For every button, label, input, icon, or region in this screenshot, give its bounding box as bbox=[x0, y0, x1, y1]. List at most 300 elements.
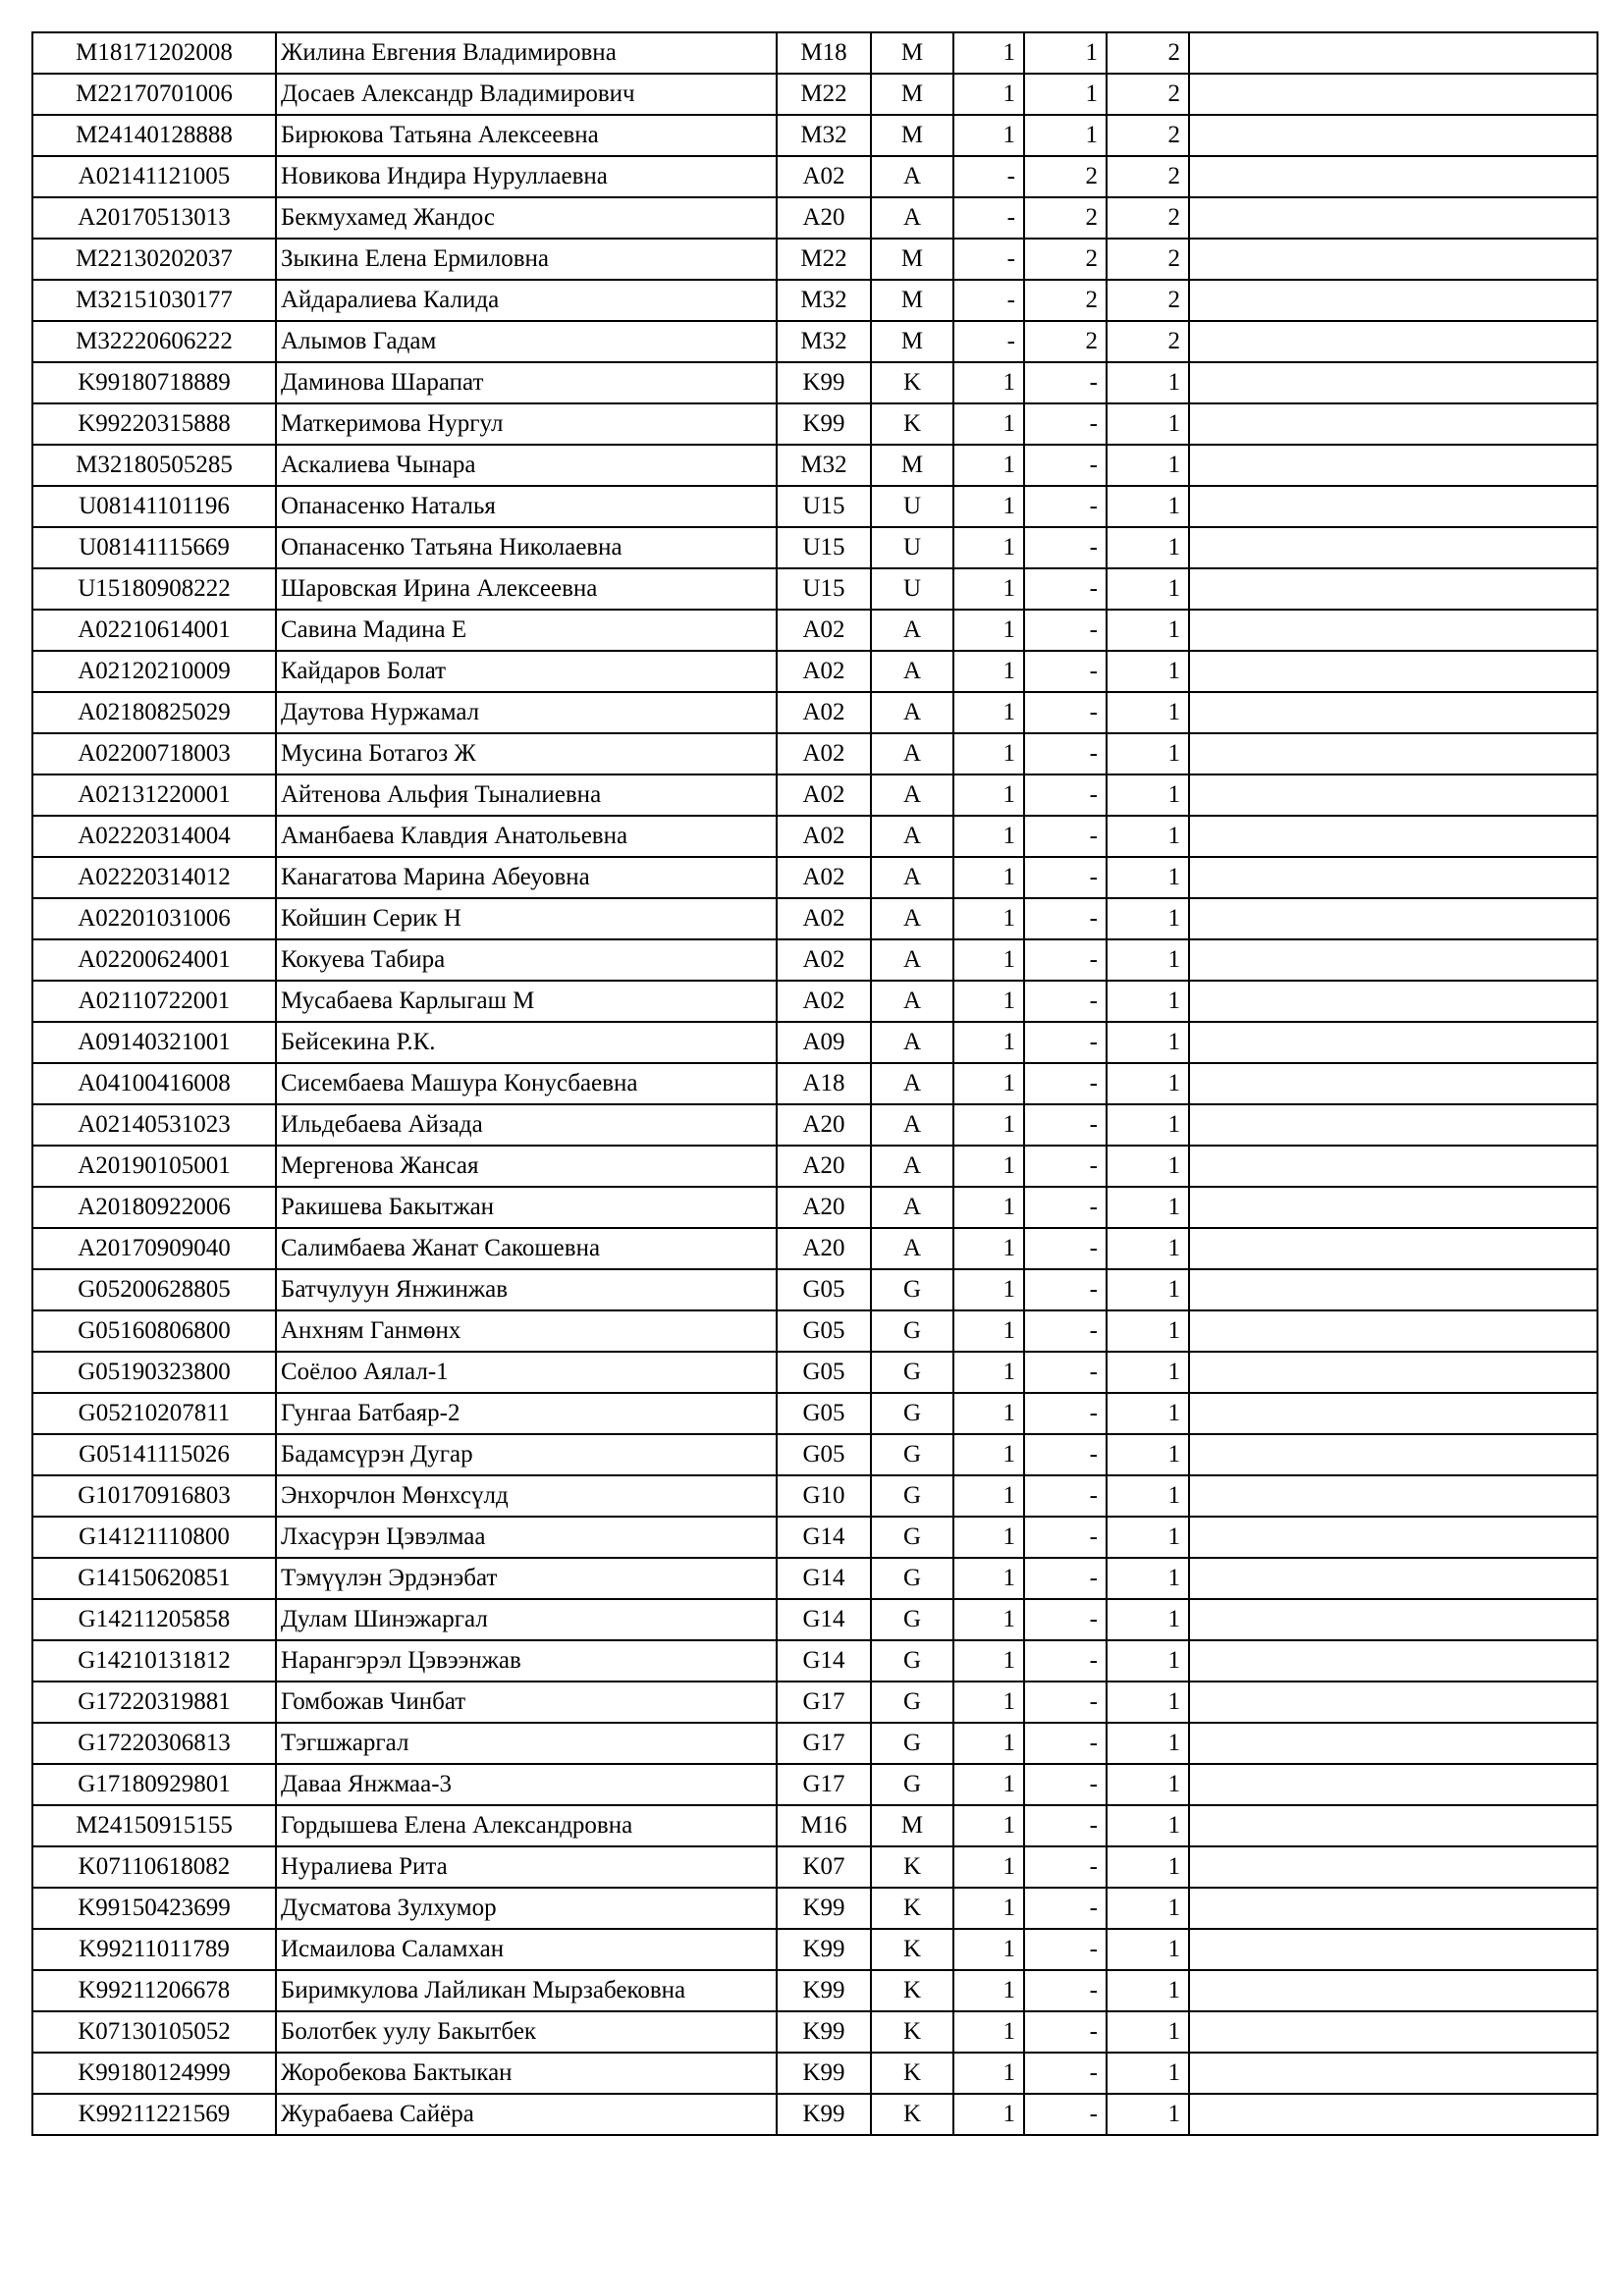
table-row bbox=[32, 1599, 1597, 1640]
empty-cell bbox=[1189, 1558, 1597, 1599]
total-cell: 1 bbox=[1107, 981, 1189, 1022]
participant-code-cell: M32220606222 bbox=[32, 321, 276, 362]
count-1-cell: 1 bbox=[953, 1723, 1024, 1764]
participant-name-cell: Тэгшжаргал bbox=[276, 1723, 777, 1764]
participant-code-cell: A09140321001 bbox=[32, 1022, 276, 1063]
group-code-cell: K07 bbox=[777, 1846, 871, 1888]
participant-code-cell: G05210207811 bbox=[32, 1393, 276, 1434]
participant-code-cell: A04100416008 bbox=[32, 1063, 276, 1104]
count-1-cell: 1 bbox=[953, 1393, 1024, 1434]
group-code-cell: A02 bbox=[777, 898, 871, 939]
empty-cell bbox=[1189, 1310, 1597, 1352]
group-letter-cell: G bbox=[871, 1517, 953, 1558]
group-letter-cell: G bbox=[871, 1723, 953, 1764]
count-1-cell: 1 bbox=[953, 1929, 1024, 1970]
empty-cell bbox=[1189, 1187, 1597, 1228]
participant-name-cell: Мусабаева Карлыгаш М bbox=[276, 981, 777, 1022]
count-1-cell: 1 bbox=[953, 816, 1024, 857]
participant-name-cell: Савина Мадина Е bbox=[276, 610, 777, 651]
table-row bbox=[32, 156, 1597, 197]
count-2-cell: - bbox=[1024, 1888, 1107, 1929]
count-1-cell: 1 bbox=[953, 527, 1024, 568]
group-code-cell: U15 bbox=[777, 527, 871, 568]
count-2-cell: - bbox=[1024, 981, 1107, 1022]
table-row bbox=[32, 857, 1597, 898]
group-letter-cell: A bbox=[871, 1228, 953, 1269]
group-code-cell: A02 bbox=[777, 816, 871, 857]
total-cell: 1 bbox=[1107, 1517, 1189, 1558]
group-code-cell: U15 bbox=[777, 486, 871, 527]
empty-cell bbox=[1189, 1599, 1597, 1640]
total-cell: 1 bbox=[1107, 1187, 1189, 1228]
count-2-cell: 1 bbox=[1024, 32, 1107, 74]
empty-cell bbox=[1189, 981, 1597, 1022]
total-cell: 1 bbox=[1107, 568, 1189, 610]
count-1-cell: 1 bbox=[953, 651, 1024, 692]
participant-code-cell: M22170701006 bbox=[32, 74, 276, 115]
group-letter-cell: M bbox=[871, 115, 953, 156]
total-cell: 1 bbox=[1107, 2011, 1189, 2053]
participant-name-cell: Гордышева Елена Александровна bbox=[276, 1805, 777, 1846]
group-code-cell: G17 bbox=[777, 1682, 871, 1723]
count-1-cell: 1 bbox=[953, 1970, 1024, 2011]
participant-code-cell: A20170909040 bbox=[32, 1228, 276, 1269]
group-code-cell: G05 bbox=[777, 1269, 871, 1310]
participant-name-cell: Дулам Шинэжаргал bbox=[276, 1599, 777, 1640]
total-cell: 1 bbox=[1107, 1558, 1189, 1599]
total-cell: 1 bbox=[1107, 1393, 1189, 1434]
group-letter-cell: A bbox=[871, 651, 953, 692]
table-row bbox=[32, 1352, 1597, 1393]
group-letter-cell: M bbox=[871, 239, 953, 280]
participant-code-cell: G10170916803 bbox=[32, 1475, 276, 1517]
participant-name-cell: Бекмухамед Жандос bbox=[276, 197, 777, 239]
empty-cell bbox=[1189, 1475, 1597, 1517]
group-letter-cell: G bbox=[871, 1434, 953, 1475]
group-code-cell: G17 bbox=[777, 1723, 871, 1764]
table-row bbox=[32, 280, 1597, 321]
count-2-cell: - bbox=[1024, 1517, 1107, 1558]
group-letter-cell: M bbox=[871, 74, 953, 115]
total-cell: 1 bbox=[1107, 1063, 1189, 1104]
participant-code-cell: M22130202037 bbox=[32, 239, 276, 280]
group-code-cell: M32 bbox=[777, 321, 871, 362]
participant-name-cell: Анхням Ганмөнх bbox=[276, 1310, 777, 1352]
total-cell: 1 bbox=[1107, 486, 1189, 527]
count-1-cell: 1 bbox=[953, 2011, 1024, 2053]
empty-cell bbox=[1189, 2011, 1597, 2053]
total-cell: 1 bbox=[1107, 1970, 1189, 2011]
table-row bbox=[32, 981, 1597, 1022]
count-2-cell: 1 bbox=[1024, 115, 1107, 156]
participant-code-cell: U08141101196 bbox=[32, 486, 276, 527]
table-row bbox=[32, 1517, 1597, 1558]
participant-name-cell: Соёлоо Аялал-1 bbox=[276, 1352, 777, 1393]
participant-code-cell: A02120210009 bbox=[32, 651, 276, 692]
table-row bbox=[32, 1187, 1597, 1228]
count-2-cell: - bbox=[1024, 898, 1107, 939]
table-row bbox=[32, 1228, 1597, 1269]
participant-name-cell: Нарангэрэл Цэвээнжав bbox=[276, 1640, 777, 1682]
table-row bbox=[32, 1640, 1597, 1682]
count-2-cell: 2 bbox=[1024, 156, 1107, 197]
group-letter-cell: K bbox=[871, 2053, 953, 2094]
count-2-cell: - bbox=[1024, 774, 1107, 816]
count-1-cell: 1 bbox=[953, 568, 1024, 610]
count-2-cell: - bbox=[1024, 1846, 1107, 1888]
empty-cell bbox=[1189, 610, 1597, 651]
group-letter-cell: M bbox=[871, 32, 953, 74]
group-code-cell: A09 bbox=[777, 1022, 871, 1063]
group-code-cell: A02 bbox=[777, 156, 871, 197]
participant-name-cell: Лхасүрэн Цэвэлмаа bbox=[276, 1517, 777, 1558]
empty-cell bbox=[1189, 568, 1597, 610]
participant-code-cell: A02131220001 bbox=[32, 774, 276, 816]
group-code-cell: G14 bbox=[777, 1640, 871, 1682]
count-2-cell: - bbox=[1024, 1269, 1107, 1310]
total-cell: 1 bbox=[1107, 2053, 1189, 2094]
count-2-cell: - bbox=[1024, 1393, 1107, 1434]
participant-code-cell: A02200718003 bbox=[32, 733, 276, 774]
count-1-cell: 1 bbox=[953, 362, 1024, 403]
empty-cell bbox=[1189, 486, 1597, 527]
table-row bbox=[32, 486, 1597, 527]
participant-name-cell: Мусина Ботагоз Ж bbox=[276, 733, 777, 774]
participant-name-cell: Сисембаева Машура Конусбаевна bbox=[276, 1063, 777, 1104]
total-cell: 1 bbox=[1107, 2094, 1189, 2135]
empty-cell bbox=[1189, 1640, 1597, 1682]
participant-name-cell: Канагатова Марина Абеуовна bbox=[276, 857, 777, 898]
participant-code-cell: A02140531023 bbox=[32, 1104, 276, 1146]
count-2-cell: 2 bbox=[1024, 321, 1107, 362]
participant-code-cell: G05190323800 bbox=[32, 1352, 276, 1393]
table-row bbox=[32, 1846, 1597, 1888]
table-row bbox=[32, 898, 1597, 939]
empty-cell bbox=[1189, 115, 1597, 156]
participant-name-cell: Исмаилова Саламхан bbox=[276, 1929, 777, 1970]
count-2-cell: - bbox=[1024, 651, 1107, 692]
total-cell: 2 bbox=[1107, 115, 1189, 156]
total-cell: 1 bbox=[1107, 1888, 1189, 1929]
group-letter-cell: K bbox=[871, 362, 953, 403]
group-letter-cell: G bbox=[871, 1475, 953, 1517]
participant-code-cell: K99211221569 bbox=[32, 2094, 276, 2135]
participant-code-cell: A20180922006 bbox=[32, 1187, 276, 1228]
group-code-cell: G14 bbox=[777, 1599, 871, 1640]
participant-code-cell: M18171202008 bbox=[32, 32, 276, 74]
group-letter-cell: K bbox=[871, 1888, 953, 1929]
empty-cell bbox=[1189, 898, 1597, 939]
participant-name-cell: Болотбек уулу Бакытбек bbox=[276, 2011, 777, 2053]
group-code-cell: A02 bbox=[777, 692, 871, 733]
participant-code-cell: G17180929801 bbox=[32, 1764, 276, 1805]
participant-name-cell: Кайдаров Болат bbox=[276, 651, 777, 692]
total-cell: 1 bbox=[1107, 1434, 1189, 1475]
total-cell: 1 bbox=[1107, 898, 1189, 939]
participant-name-cell: Мергенова Жансая bbox=[276, 1146, 777, 1187]
count-1-cell: 1 bbox=[953, 1310, 1024, 1352]
table-row bbox=[32, 2094, 1597, 2135]
count-2-cell: - bbox=[1024, 1434, 1107, 1475]
group-code-cell: A02 bbox=[777, 774, 871, 816]
group-code-cell: G05 bbox=[777, 1434, 871, 1475]
table-row bbox=[32, 1764, 1597, 1805]
empty-cell bbox=[1189, 1929, 1597, 1970]
participant-name-cell: Зыкина Елена Ермиловна bbox=[276, 239, 777, 280]
count-2-cell: - bbox=[1024, 692, 1107, 733]
count-2-cell: - bbox=[1024, 1723, 1107, 1764]
count-2-cell: - bbox=[1024, 486, 1107, 527]
table-row bbox=[32, 1393, 1597, 1434]
count-2-cell: 2 bbox=[1024, 280, 1107, 321]
participant-code-cell: G14211205858 bbox=[32, 1599, 276, 1640]
table-row bbox=[32, 692, 1597, 733]
participant-name-cell: Жилина Евгения Владимировна bbox=[276, 32, 777, 74]
total-cell: 1 bbox=[1107, 692, 1189, 733]
empty-cell bbox=[1189, 692, 1597, 733]
group-letter-cell: A bbox=[871, 857, 953, 898]
table-row bbox=[32, 1970, 1597, 2011]
table-row bbox=[32, 321, 1597, 362]
participant-code-cell: U08141115669 bbox=[32, 527, 276, 568]
count-1-cell: 1 bbox=[953, 1104, 1024, 1146]
group-code-cell: M22 bbox=[777, 74, 871, 115]
count-1-cell: 1 bbox=[953, 403, 1024, 445]
participant-name-cell: Аскалиева Чынара bbox=[276, 445, 777, 486]
count-1-cell: 1 bbox=[953, 610, 1024, 651]
participant-code-cell: K07130105052 bbox=[32, 2011, 276, 2053]
count-2-cell: - bbox=[1024, 733, 1107, 774]
participant-code-cell: K99180718889 bbox=[32, 362, 276, 403]
total-cell: 2 bbox=[1107, 280, 1189, 321]
empty-cell bbox=[1189, 1764, 1597, 1805]
table-row bbox=[32, 1104, 1597, 1146]
total-cell: 1 bbox=[1107, 1723, 1189, 1764]
group-code-cell: M32 bbox=[777, 445, 871, 486]
group-letter-cell: M bbox=[871, 280, 953, 321]
count-2-cell: - bbox=[1024, 2053, 1107, 2094]
count-1-cell: 1 bbox=[953, 939, 1024, 981]
empty-cell bbox=[1189, 733, 1597, 774]
participant-code-cell: A02200624001 bbox=[32, 939, 276, 981]
total-cell: 1 bbox=[1107, 1846, 1189, 1888]
group-code-cell: G14 bbox=[777, 1517, 871, 1558]
empty-cell bbox=[1189, 774, 1597, 816]
group-code-cell: U15 bbox=[777, 568, 871, 610]
total-cell: 1 bbox=[1107, 1805, 1189, 1846]
count-1-cell: 1 bbox=[953, 898, 1024, 939]
group-code-cell: G05 bbox=[777, 1352, 871, 1393]
count-1-cell: 1 bbox=[953, 1269, 1024, 1310]
total-cell: 1 bbox=[1107, 1228, 1189, 1269]
table-row bbox=[32, 1929, 1597, 1970]
table-row bbox=[32, 1310, 1597, 1352]
participant-code-cell: G14210131812 bbox=[32, 1640, 276, 1682]
count-1-cell: 1 bbox=[953, 1022, 1024, 1063]
empty-cell bbox=[1189, 857, 1597, 898]
total-cell: 1 bbox=[1107, 1682, 1189, 1723]
count-2-cell: - bbox=[1024, 1970, 1107, 2011]
empty-cell bbox=[1189, 1063, 1597, 1104]
participant-code-cell: M24140128888 bbox=[32, 115, 276, 156]
results-table bbox=[31, 31, 1598, 2136]
group-letter-cell: U bbox=[871, 527, 953, 568]
group-code-cell: M16 bbox=[777, 1805, 871, 1846]
total-cell: 1 bbox=[1107, 1104, 1189, 1146]
count-1-cell: 1 bbox=[953, 1640, 1024, 1682]
group-letter-cell: G bbox=[871, 1393, 953, 1434]
participant-name-cell: Койшин Серик Н bbox=[276, 898, 777, 939]
group-code-cell: A02 bbox=[777, 939, 871, 981]
total-cell: 1 bbox=[1107, 1640, 1189, 1682]
total-cell: 1 bbox=[1107, 403, 1189, 445]
participant-code-cell: A02210614001 bbox=[32, 610, 276, 651]
table-row bbox=[32, 1063, 1597, 1104]
group-code-cell: G10 bbox=[777, 1475, 871, 1517]
table-row bbox=[32, 197, 1597, 239]
empty-cell bbox=[1189, 527, 1597, 568]
count-1-cell: - bbox=[953, 239, 1024, 280]
empty-cell bbox=[1189, 321, 1597, 362]
empty-cell bbox=[1189, 1352, 1597, 1393]
participant-name-cell: Маткеримова Нургул bbox=[276, 403, 777, 445]
group-code-cell: K99 bbox=[777, 2011, 871, 2053]
group-letter-cell: U bbox=[871, 568, 953, 610]
participant-code-cell: G14150620851 bbox=[32, 1558, 276, 1599]
group-code-cell: A02 bbox=[777, 651, 871, 692]
total-cell: 1 bbox=[1107, 362, 1189, 403]
table-row bbox=[32, 733, 1597, 774]
count-2-cell: - bbox=[1024, 2011, 1107, 2053]
total-cell: 1 bbox=[1107, 1352, 1189, 1393]
total-cell: 1 bbox=[1107, 1310, 1189, 1352]
empty-cell bbox=[1189, 74, 1597, 115]
group-letter-cell: A bbox=[871, 1104, 953, 1146]
total-cell: 1 bbox=[1107, 939, 1189, 981]
participant-code-cell: K07110618082 bbox=[32, 1846, 276, 1888]
total-cell: 2 bbox=[1107, 32, 1189, 74]
participant-name-cell: Салимбаева Жанат Сакошевна bbox=[276, 1228, 777, 1269]
participant-code-cell: G17220319881 bbox=[32, 1682, 276, 1723]
group-letter-cell: A bbox=[871, 981, 953, 1022]
count-1-cell: 1 bbox=[953, 2094, 1024, 2135]
count-1-cell: 1 bbox=[953, 1805, 1024, 1846]
group-letter-cell: G bbox=[871, 1640, 953, 1682]
count-1-cell: 1 bbox=[953, 733, 1024, 774]
count-1-cell: 1 bbox=[953, 857, 1024, 898]
total-cell: 2 bbox=[1107, 74, 1189, 115]
table-row bbox=[32, 1805, 1597, 1846]
count-2-cell: 1 bbox=[1024, 74, 1107, 115]
count-1-cell: - bbox=[953, 156, 1024, 197]
participant-name-cell: Гунгаа Батбаяр-2 bbox=[276, 1393, 777, 1434]
empty-cell bbox=[1189, 1970, 1597, 2011]
empty-cell bbox=[1189, 1723, 1597, 1764]
participant-code-cell: M32180505285 bbox=[32, 445, 276, 486]
group-letter-cell: K bbox=[871, 1929, 953, 1970]
count-2-cell: - bbox=[1024, 362, 1107, 403]
group-letter-cell: G bbox=[871, 1310, 953, 1352]
participant-name-cell: Даминова Шарапат bbox=[276, 362, 777, 403]
group-code-cell: A20 bbox=[777, 1146, 871, 1187]
table-row bbox=[32, 1723, 1597, 1764]
participant-code-cell: U15180908222 bbox=[32, 568, 276, 610]
count-2-cell: - bbox=[1024, 1310, 1107, 1352]
count-1-cell: 1 bbox=[953, 774, 1024, 816]
table-row bbox=[32, 1434, 1597, 1475]
count-2-cell: - bbox=[1024, 1805, 1107, 1846]
count-2-cell: - bbox=[1024, 1187, 1107, 1228]
group-letter-cell: A bbox=[871, 1187, 953, 1228]
participant-name-cell: Гомбожав Чинбат bbox=[276, 1682, 777, 1723]
group-letter-cell: A bbox=[871, 898, 953, 939]
participant-name-cell: Опанасенко Татьяна Николаевна bbox=[276, 527, 777, 568]
count-2-cell: - bbox=[1024, 1475, 1107, 1517]
table-row bbox=[32, 1558, 1597, 1599]
empty-cell bbox=[1189, 1269, 1597, 1310]
empty-cell bbox=[1189, 2053, 1597, 2094]
table-row bbox=[32, 115, 1597, 156]
table-row bbox=[32, 939, 1597, 981]
empty-cell bbox=[1189, 239, 1597, 280]
count-2-cell: - bbox=[1024, 1558, 1107, 1599]
count-2-cell: - bbox=[1024, 1682, 1107, 1723]
count-1-cell: 1 bbox=[953, 1599, 1024, 1640]
group-letter-cell: A bbox=[871, 610, 953, 651]
participant-name-cell: Даутова Нуржамал bbox=[276, 692, 777, 733]
table-row bbox=[32, 32, 1597, 74]
count-1-cell: 1 bbox=[953, 1846, 1024, 1888]
count-1-cell: 1 bbox=[953, 32, 1024, 74]
participant-code-cell: G05141115026 bbox=[32, 1434, 276, 1475]
count-2-cell: - bbox=[1024, 1929, 1107, 1970]
table-row bbox=[32, 445, 1597, 486]
group-letter-cell: K bbox=[871, 1846, 953, 1888]
table-row bbox=[32, 651, 1597, 692]
participant-name-cell: Биримкулова Лайликан Мырзабековна bbox=[276, 1970, 777, 2011]
group-code-cell: K99 bbox=[777, 362, 871, 403]
participant-name-cell: Нуралиева Рита bbox=[276, 1846, 777, 1888]
participant-code-cell: K99150423699 bbox=[32, 1888, 276, 1929]
count-1-cell: 1 bbox=[953, 981, 1024, 1022]
count-2-cell: - bbox=[1024, 527, 1107, 568]
group-code-cell: K99 bbox=[777, 1929, 871, 1970]
empty-cell bbox=[1189, 1146, 1597, 1187]
total-cell: 1 bbox=[1107, 857, 1189, 898]
participant-code-cell: G05160806800 bbox=[32, 1310, 276, 1352]
empty-cell bbox=[1189, 362, 1597, 403]
total-cell: 2 bbox=[1107, 239, 1189, 280]
group-letter-cell: A bbox=[871, 692, 953, 733]
count-2-cell: 2 bbox=[1024, 239, 1107, 280]
count-1-cell: - bbox=[953, 321, 1024, 362]
total-cell: 1 bbox=[1107, 1764, 1189, 1805]
count-1-cell: 1 bbox=[953, 445, 1024, 486]
group-code-cell: A18 bbox=[777, 1063, 871, 1104]
group-letter-cell: A bbox=[871, 939, 953, 981]
empty-cell bbox=[1189, 1434, 1597, 1475]
empty-cell bbox=[1189, 197, 1597, 239]
table-row bbox=[32, 527, 1597, 568]
participant-code-cell: A02220314004 bbox=[32, 816, 276, 857]
count-1-cell: 1 bbox=[953, 1187, 1024, 1228]
count-2-cell: - bbox=[1024, 1228, 1107, 1269]
participant-code-cell: A02180825029 bbox=[32, 692, 276, 733]
empty-cell bbox=[1189, 939, 1597, 981]
count-2-cell: - bbox=[1024, 1022, 1107, 1063]
group-code-cell: A02 bbox=[777, 857, 871, 898]
group-code-cell: A20 bbox=[777, 1228, 871, 1269]
